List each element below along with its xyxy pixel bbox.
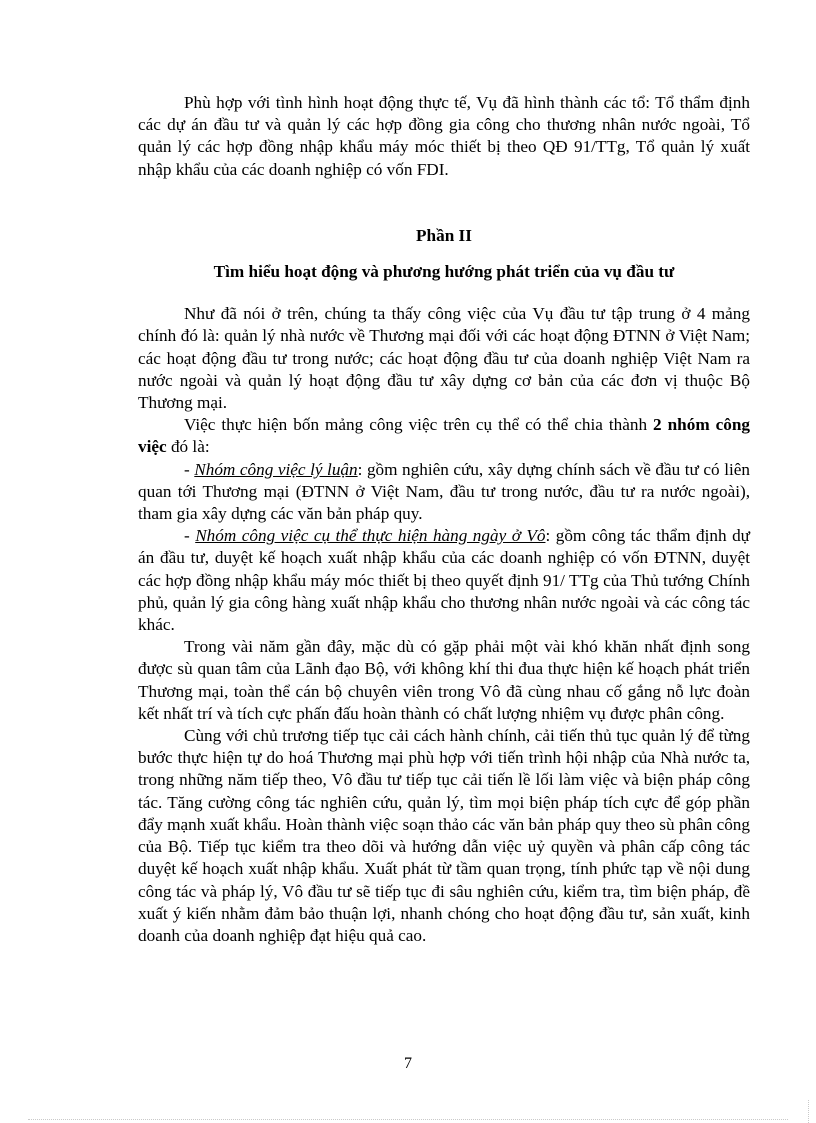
group-1-paragraph — [138, 459, 750, 526]
spacer — [138, 181, 750, 225]
page-right-border — [808, 1100, 809, 1123]
p2-bold-text: 2 nhóm công việc — [138, 415, 751, 457]
document-page — [138, 92, 750, 947]
group-1-label: Nhóm công việc lý luận — [194, 459, 358, 479]
body-paragraph-1: Như đã nói ở trên, chúng ta thấy công việc của Vụ đầu tư tập trung ở 4 mảng chính đó là: quản lý nhà nước về Thương mại đối với các hoạt động ĐTNN ở Việt Nam; các hoạt động đầu tư trong nước; các hoạt động đầu tư của doanh nghiệp Việt Nam ra nước ngoài và quản lý hoạt động đầu tư xây dựng cơ bản của các đơn vị thuộc Bộ Thương mại. — [138, 304, 750, 413]
group-1-text: : gồm nghiên cứu, xây dựng chính sách về đầu tư có liên quan tới Thương mại (ĐTNN ở Việt Nam, đầu tư trong nước, đầu tư ra nước ngoài), tham gia xây dựng các văn bản pháp quy. — [138, 459, 750, 524]
part-label: Phần II — [416, 225, 472, 245]
group-2-paragraph — [138, 525, 750, 636]
body-paragraph-3: Trong vài năm gần đây, mặc dù có gặp phải một vài khó khăn nhất định song được sù quan tâm của Lãnh đạo Bộ, với không khí thi đua thực hiện kế hoạch phát triển Thương mại, toàn thể cán bộ chuyên viên trong Vô đã cùng nhau cố gắng nỗ lực đoàn kết nhất trí và tích cực phấn đấu hoàn thành có chất lượng nhiệm vụ được phân công. — [138, 637, 750, 723]
page-bottom-border — [28, 1119, 788, 1120]
intro-paragraph: Phù hợp với tình hình hoạt động thực tế, Vụ đã hình thành các tổ: Tổ thẩm định các dự án đầu tư và quản lý các hợp đồng gia công cho thương nhân nước ngoài, Tổ quản lý các hợp đồng nhập khẩu máy móc thiết bị theo QĐ 91/TTg, Tổ quản lý xuất nhập khẩu của các doanh nghiệp có vốn FDI. — [138, 93, 750, 179]
group-2-dash: - — [184, 526, 196, 546]
group-2-text: : gồm công tác thẩm định dự án đầu tư, duyệt kế hoạch xuất nhập khẩu của các doanh nghiệp có vốn ĐTNN, duyệt các hợp đồng nhập khẩu máy móc thiết bị theo quyết định 91/ TTg của Thủ tướng Chính phủ, quản lý gia công hàng xuất nhập khẩu cho thương nhân nước ngoài và các công tác khác. — [138, 526, 750, 635]
body-paragraph-2 — [138, 414, 750, 458]
group-1-dash: - — [184, 459, 195, 479]
section-title: Tìm hiểu hoạt động và phương hướng phát triển của vụ đầu tư — [213, 262, 675, 282]
page-number: 7 — [404, 1055, 412, 1072]
p2-text-start: Việc thực hiện bốn mảng công việc trên cụ thể có thể chia thành — [184, 415, 654, 435]
group-2-label: Nhóm công việc cụ thể thực hiện hàng ngày ở Vô — [195, 526, 546, 546]
p2-text-end: đó là: — [166, 437, 210, 457]
body-paragraph-4: Cùng với chủ trương tiếp tục cải cách hành chính, cải tiến thủ tục quản lý để từng bước thực hiện tự do hoá Thương mại phù hợp với tiến trình hội nhập của Nhà nước ta, trong những năm tiếp theo, Vô đầu tư tiếp tục cải tiến lề lối làm việc và biện pháp công tác. Tăng cường công tác nghiên cứu, quản lý, tìm mọi biện pháp tích cực để góp phần đẩy mạnh xuất khẩu. Hoàn thành việc soạn thảo các văn bản pháp quy theo sù phân công của Bộ. Tiếp tục kiểm tra theo dõi và hướng dẫn việc uỷ quyền và phân cấp công tác duyệt kế hoạch xuất nhập khẩu. Xuất phát từ tầm quan trọng, tính phức tạp về nội dung công tác và pháp lý, Vô đầu tư sẽ tiếp tục đi sâu nghiên cứu, kiểm tra, tìm biện pháp, đề xuất ý kiến nhằm đảm bảo thuận lợi, nhanh chóng cho hoạt động đầu tư, sản xuất, kinh doanh của doanh nghiệp đạt hiệu quả cao. — [138, 726, 750, 945]
